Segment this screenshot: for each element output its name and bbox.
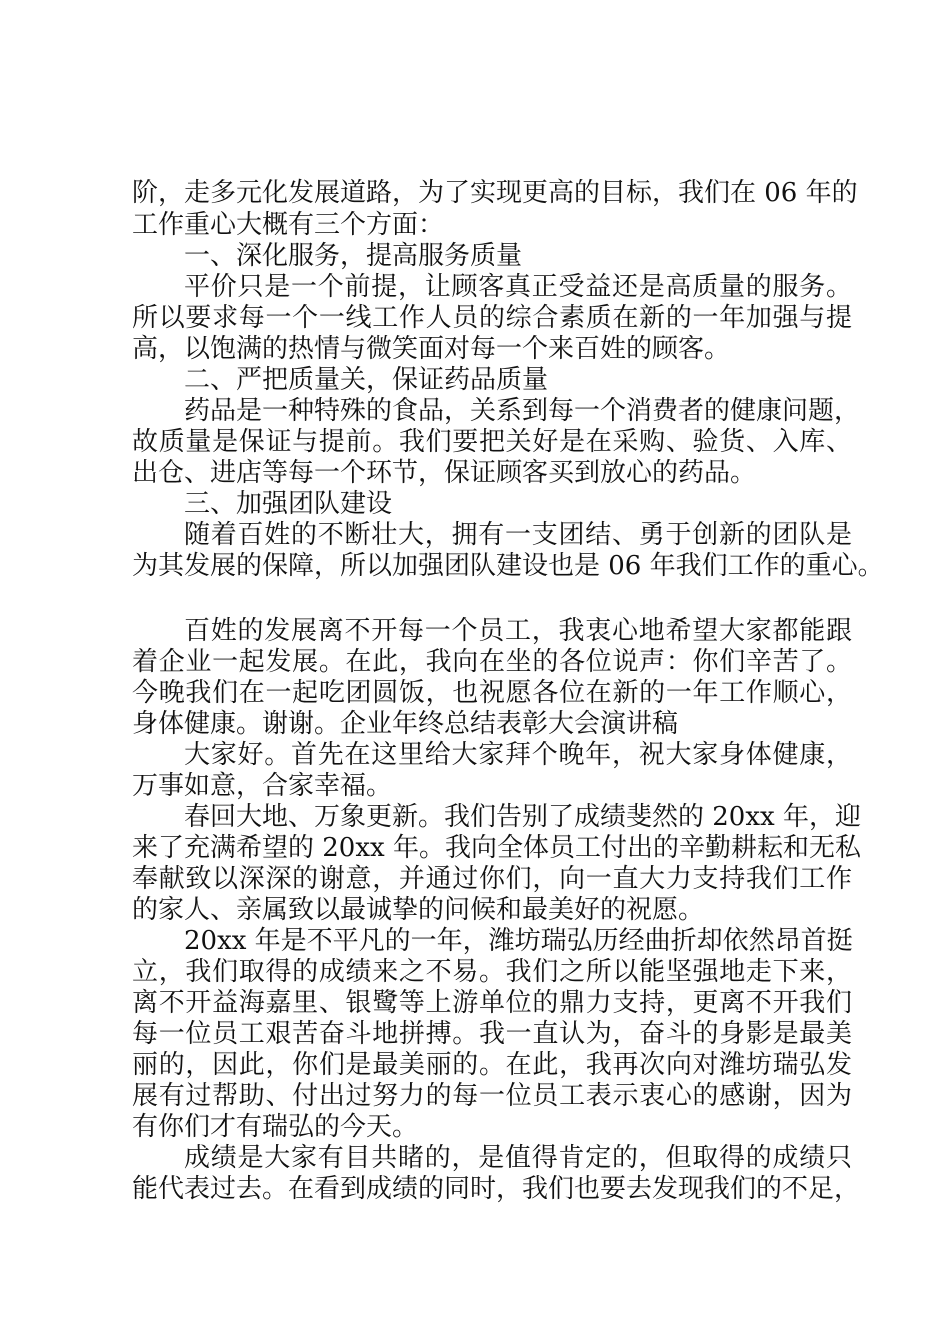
text-line: 为其发展的保障，所以加强团队建设也是 06 年我们工作的重心。 — [132, 551, 884, 581]
section-heading: 三、加强团队建设 — [184, 489, 393, 519]
text-line: 阶，走多元化发展道路，为了实现更高的目标，我们在 06 年的 — [132, 178, 858, 208]
text-line: 工作重心大概有三个方面： — [132, 210, 445, 240]
text-line: 20xx 年是不平凡的一年，潍坊瑞弘历经曲折却依然昂首挺 — [184, 926, 853, 956]
text-line: 奉献致以深深的谢意，并通过你们，向一直大力支持我们工作 — [132, 864, 852, 894]
text-line: 平价只是一个前提，让顾客真正受益还是高质量的服务。 — [184, 272, 852, 302]
text-line: 有你们才有瑞弘的今天。 — [132, 1112, 419, 1142]
text-line: 出仓、进店等每一个环节，保证顾客买到放心的药品。 — [132, 458, 757, 488]
text-line: 成绩是大家有目共睹的，是值得肯定的，但取得的成绩只 — [184, 1143, 852, 1173]
text-line: 今晚我们在一起吃团圆饭，也祝愿各位在新的一年工作顺心， — [132, 678, 852, 708]
text-line: 着企业一起发展。在此，我向在坐的各位说声：你们辛苦了。 — [132, 647, 852, 677]
text-line: 万事如意，合家幸福。 — [132, 771, 393, 801]
text-line: 离不开益海嘉里、银鹭等上游单位的鼎力支持，更离不开我们 — [132, 988, 852, 1018]
text-line: 高，以饱满的热情与微笑面对每一个来百姓的顾客。 — [132, 334, 731, 364]
text-line: 百姓的发展离不开每一个员工，我衷心地希望大家都能跟 — [184, 616, 852, 646]
text-line: 每一位员工艰苦奋斗地拼搏。我一直认为，奋斗的身影是最美 — [132, 1019, 852, 1049]
text-line: 丽的，因此，你们是最美丽的。在此，我再次向对潍坊瑞弘发 — [132, 1050, 852, 1080]
text-line: 来了充满希望的 20xx 年。我向全体员工付出的辛勤耕耘和无私 — [132, 833, 861, 863]
text-line: 的家人、亲属致以最诚挚的问候和最美好的祝愿。 — [132, 895, 705, 925]
text-line: 所以要求每一个一线工作人员的综合素质在新的一年加强与提 — [132, 303, 852, 333]
text-line: 故质量是保证与提前。我们要把关好是在采购、验货、入库、 — [132, 427, 852, 457]
text-line: 随着百姓的不断壮大，拥有一支团结、勇于创新的团队是 — [184, 520, 852, 550]
text-line: 展有过帮助、付出过努力的每一位员工表示衷心的感谢，因为 — [132, 1081, 852, 1111]
text-line: 能代表过去。在看到成绩的同时，我们也要去发现我们的不足， — [132, 1174, 861, 1204]
text-line: 大家好。首先在这里给大家拜个晚年，祝大家身体健康， — [184, 740, 852, 770]
text-line: 身体健康。谢谢。企业年终总结表彰大会演讲稿 — [132, 709, 679, 739]
text-line: 春回大地、万象更新。我们告别了成绩斐然的 20xx 年，迎 — [184, 802, 861, 832]
section-heading: 一、深化服务，提高服务质量 — [184, 241, 523, 271]
text-line: 立，我们取得的成绩来之不易。我们之所以能坚强地走下来， — [132, 957, 852, 987]
text-line: 药品是一种特殊的食品，关系到每一个消费者的健康问题， — [184, 396, 861, 426]
section-heading: 二、严把质量关，保证药品质量 — [184, 365, 549, 395]
